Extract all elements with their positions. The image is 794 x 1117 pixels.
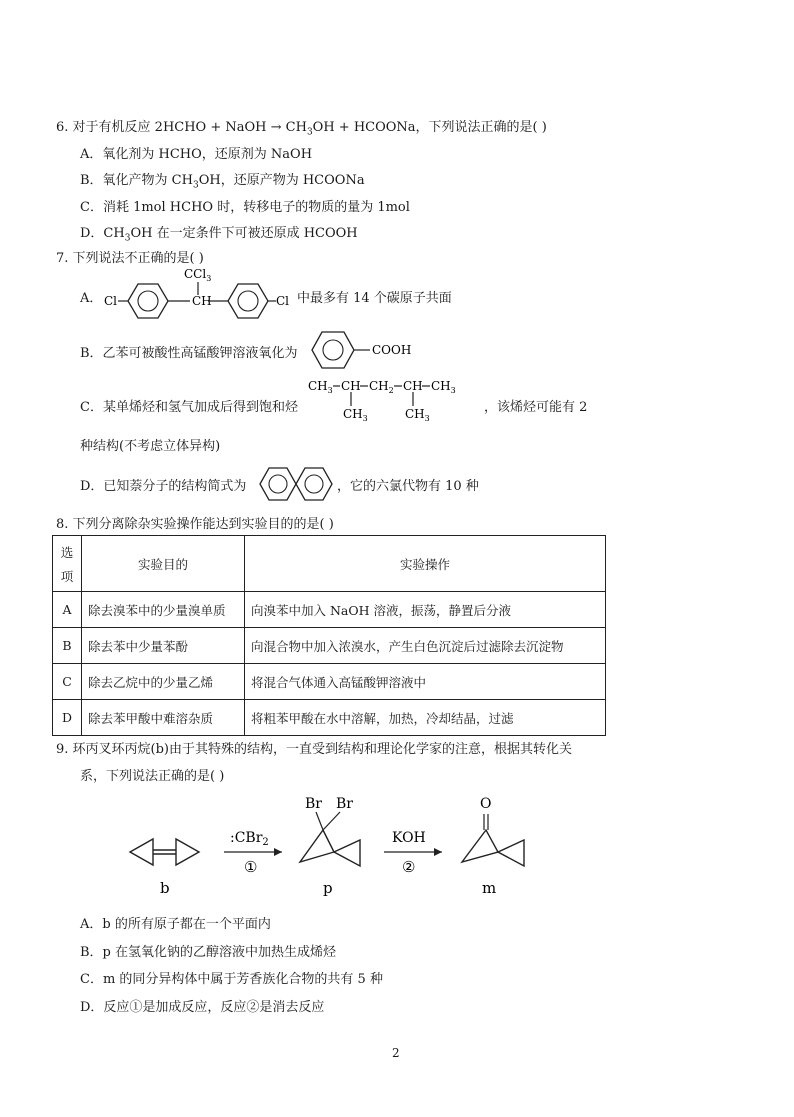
table-row: B 除去苯中少量苯酚 向混合物中加入浓溴水，产生白色沉淀后过滤除去沉淀物 [53,628,606,664]
q7-option-d-text: D．已知萘分子的结构简式为 [80,479,247,494]
q7-a-structure [100,262,300,332]
q8-table [52,535,606,736]
q9-option-c: C．m 的同分异构体中属于芳香族化合物的共有 5 种 [80,972,383,987]
q8-header-option: 选 项 [53,536,82,592]
q7-b-cooh: COOH [372,343,412,357]
q7-b-benzoic-acid [308,328,428,374]
table-row: A 除去溴苯中的少量溴单质 向溴苯中加入 NaOH 溶液，振荡，静置后分液 [53,592,606,628]
q9-label-b: b [160,879,170,897]
q8-stem: 8. 下列分离除杂实验操作能达到实验目的的是( ) [56,517,334,532]
svg-text:CH: CH [341,379,361,393]
q7-option-c-text3: 种结构(不考虑立体异构) [80,439,221,454]
q7-a-ccl3: CCl$_3$ [184,267,212,283]
q8-header-purpose: 实验目的 [82,536,245,592]
q7-option-c-text2: ，该烯烃可能有 2 [484,400,588,415]
q9-label-m: m [482,879,497,897]
q7-option-c-text: C．某单烯烃和氢气加成后得到饱和烃 [80,400,298,415]
q9-step-2: ② [402,858,416,876]
q6-option-b: B．氧化产物为 $CH_3OH$，还原产物为 HCOONa [80,173,365,191]
q9-br-left: Br [305,796,322,812]
table-row: D 除去苯甲酸中难溶杂质 将粗苯甲酸在水中溶解，加热，冷却结晶，过滤 [53,700,606,736]
q9-reagent-2: KOH [392,830,426,846]
q9-reagent-1: :CBr$_2$ [230,830,269,848]
q8-header-operation: 实验操作 [245,536,606,592]
q9-stem-line1: 9. 环丙叉环丙烷(b)由于其特殊的结构，一直受到结构和理论化学家的注意，根据其转化关 [56,742,573,757]
q6-option-d: D．$CH_3OH$ 在一定条件下可被还原成 HCOOH [80,226,358,244]
q8-table-header [53,536,606,592]
q9-step-1: ① [244,858,258,876]
q9-br-right: Br [336,796,353,812]
svg-text:CH3: $CH_3$ [308,379,333,395]
table-row: C 除去乙烷中的少量乙烯 将混合气体通入高锰酸钾溶液中 [53,664,606,700]
q7-stem: 7. 下列说法不正确的是( ) [56,251,204,266]
svg-text:CH3: $CH_3$ [343,407,368,423]
q9-reaction-scheme [120,790,540,900]
svg-text:CH3: $CH_3$ [405,407,430,423]
q7-a-ch: CH [192,294,212,308]
q9-oxygen: O [480,796,492,812]
q6-option-a: A．氧化剂为 HCHO，还原剂为 NaOH [80,147,313,162]
q9-option-d: D．反应①是加成反应，反应②是消去反应 [80,1000,325,1015]
q9-option-a: A．b 的所有原子都在一个平面内 [80,917,271,932]
svg-text:CH2: $CH_2$ [369,379,394,395]
q9-label-p: p [323,879,333,897]
q7-a-cl-left: Cl [104,294,118,308]
q7-d-naphthalene [258,462,340,506]
q6-stem: 6. 对于有机反应 2HCHO + NaOH → $CH_3OH$ + HCOONa，下列说法正确的是( ) [56,120,547,138]
q9-stem-line2: 系，下列说法正确的是( ) [80,769,225,784]
svg-text:CH3: $CH_3$ [431,379,456,395]
q7-option-d-text2: ，它的六氯代物有 10 种 [337,479,479,494]
q7-option-a-text: 中最多有 14 个碳原子共面 [297,291,452,306]
q7-c-structure [308,372,488,426]
q7-option-a-label: A． [80,291,103,306]
page-number: 2 [392,1046,400,1060]
q6-option-c: C．消耗 1mol HCHO 时，转移电子的物质的量为 1mol [80,200,410,215]
q7-a-cl-right: Cl [276,294,290,308]
q9-option-b: B．p 在氢氧化钠的乙醇溶液中加热生成烯烃 [80,945,337,960]
q7-option-b-text: B．乙苯可被酸性高锰酸钾溶液氧化为 [80,346,298,361]
svg-text:CH: CH [403,379,423,393]
